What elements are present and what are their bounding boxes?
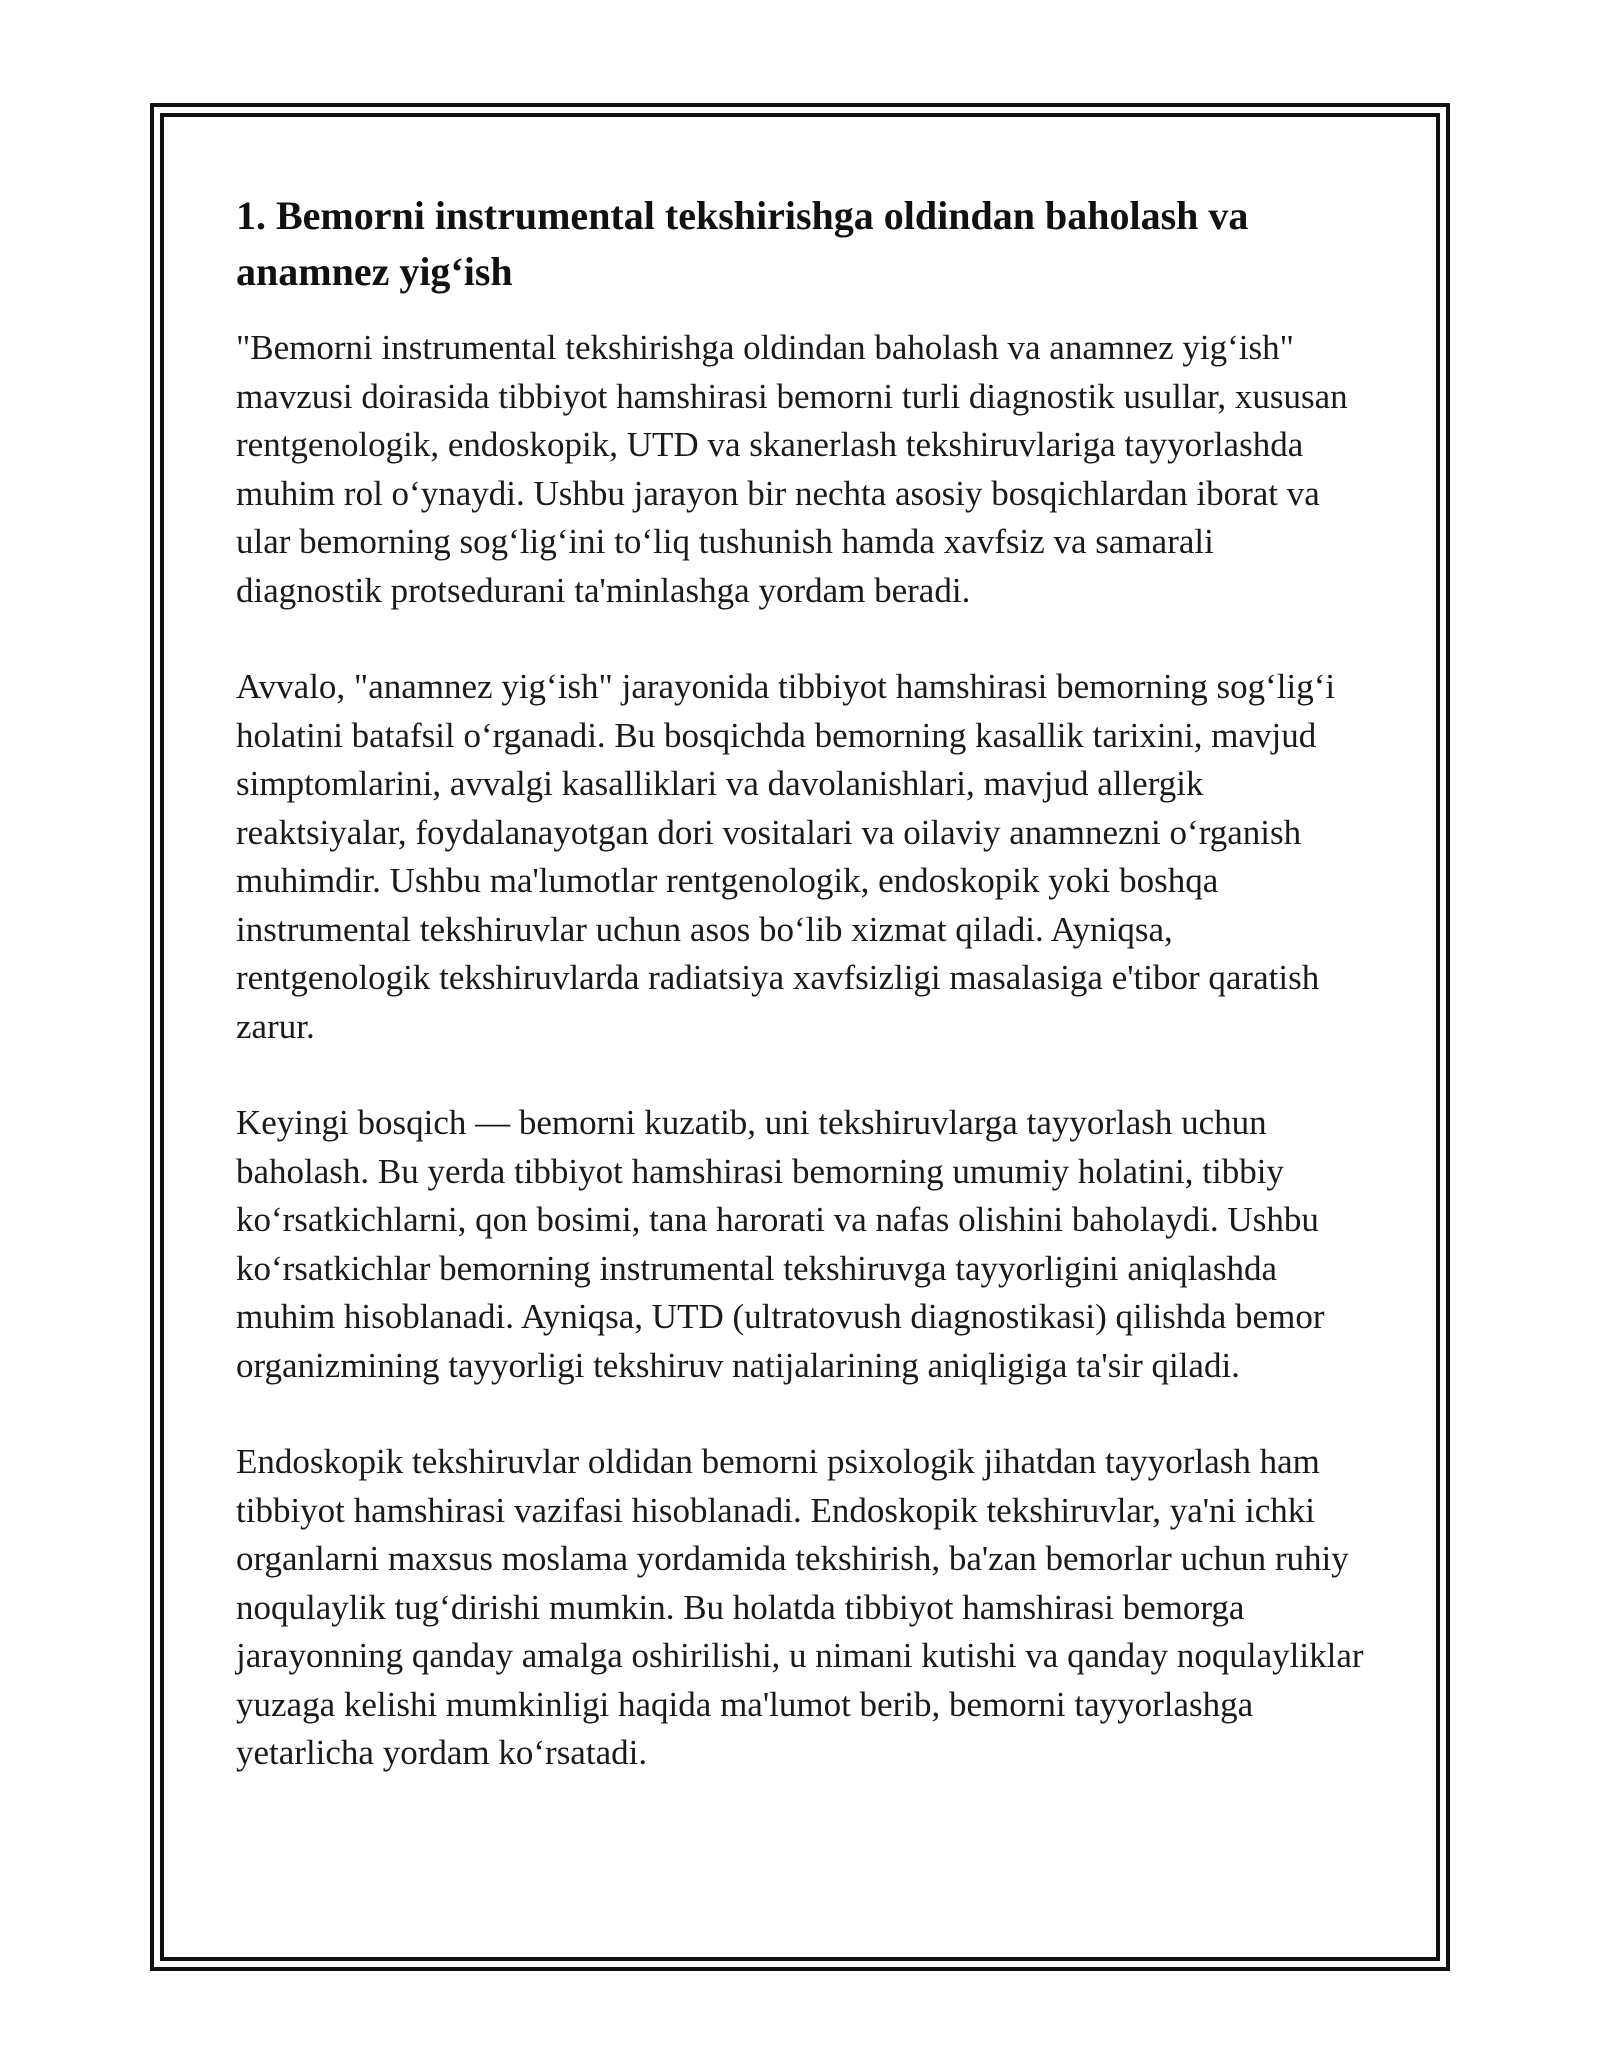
section-heading: 1. Bemorni instrumental tekshirishga oldindan baholash va anamnez yig‘ish — [236, 193, 1249, 294]
paragraph-anamnesis: Avvalo, "anamnez yig‘ish" jarayonida tibbiyot hamshirasi bemorning sog‘lig‘i holatini batafsil o‘rganadi. Bu bosqichda bemorning kasallik tarixini, mavjud simptomlarini, avvalgi kasalliklari va davolanishlari, mavjud allergik reaktsiyalar, foydalanayotgan dori vositalari va oilaviy anamnezni o‘rganish muhimdir. Ushbu ma'lumotlar rentgenologik, endoskopik yoki boshqa instrumental tekshiruvlar uchun asos bo‘lib xizmat qiladi. Ayniqsa, rentgenologik tekshiruvlarda radiatsiya xavfsizligi masalasiga e'tibor qaratish zarur. — [236, 667, 1336, 1046]
document-body — [236, 188, 1366, 1826]
paragraph-intro: "Bemorni instrumental tekshirishga oldindan baholash va anamnez yig‘ish" mavzusi doirasida tibbiyot hamshirasi bemorni turli diagnostik usullar, xususan rentgenologik, endoskopik, UTD va skanerlash tekshiruvlariga tayyorlashda muhim rol o‘ynaydi. Ushbu jarayon bir nechta asosiy bosqichlardan iborat va ular bemorning sog‘lig‘ini to‘liq tushunish hamda xavfsiz va samarali diagnostik protsedurani ta'minlashga yordam beradi. — [236, 328, 1348, 610]
paragraph-endoscopy: Endoskopik tekshiruvlar oldidan bemorni psixologik jihatdan tayyorlash ham tibbiyot hamshirasi vazifasi hisoblanadi. Endoskopik tekshiruvlar, ya'ni ichki organlarni maxsus moslama yordamida tekshirish, ba'zan bemorlar uchun ruhiy noqulaylik tug‘dirishi mumkin. Bu holatda tibbiyot hamshirasi bemorga jarayonning qanday amalga oshirilishi, u nimani kutishi va qanday noqulayliklar yuzaga kelishi mumkinligi haqida ma'lumot berib, bemorni tayyorlashga yetarlicha yordam ko‘rsatadi. — [236, 1442, 1364, 1772]
paragraph-assessment: Keyingi bosqich — bemorni kuzatib, uni tekshiruvlarga tayyorlash uchun baholash. Bu yerda tibbiyot hamshirasi bemorning umumiy holatini, tibbiy ko‘rsatkichlarni, qon bosimi, tana harorati va nafas olishini baholaydi. Ushbu ko‘rsatkichlar bemorning instrumental tekshiruvga tayyorligini aniqlashda muhim hisoblanadi. Ayniqsa, UTD (ultratovush diagnostikasi) qilishda bemor organizmining tayyorligi tekshiruv natijalarining aniqligiga ta'sir qiladi. — [236, 1103, 1325, 1385]
